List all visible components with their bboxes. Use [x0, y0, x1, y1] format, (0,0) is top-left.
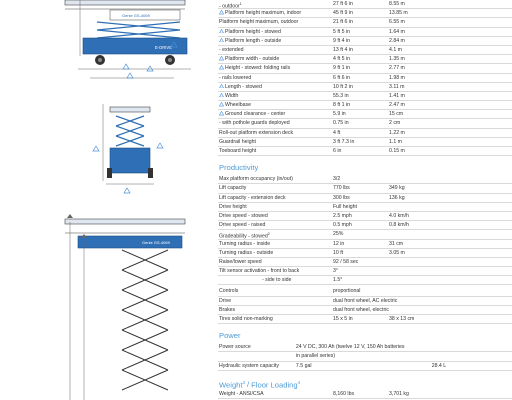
spec-imperial-value: 0.5 mph [333, 222, 352, 229]
spec-metric-value: 1.64 m [389, 28, 405, 35]
spec-label: Toeboard height [219, 148, 257, 154]
spec-row [218, 110, 512, 119]
spec-label: Controls [219, 288, 239, 295]
spec-imperial-value: 24 V DC, 300 Ah (twelve 12 V, 150 Ah batteries [295, 344, 405, 351]
spec-label-cell [218, 184, 331, 192]
spec-imperial-value: 9 ft 4 in [333, 37, 351, 44]
spec-metric-value: 1.1 m [389, 138, 402, 145]
dimension-marker-icon [219, 93, 224, 98]
spec-label: Roll-out platform extension deck [219, 129, 294, 136]
spec-metric-value [387, 258, 509, 266]
spec-imperial-value: 8 ft 1 in [333, 102, 351, 109]
spec-label-cell [218, 221, 331, 229]
spec-label: Hydraulic system capacity [219, 362, 279, 369]
spec-label: Lift capacity [219, 185, 247, 192]
spec-label-cell [218, 101, 331, 109]
spec-row [218, 46, 512, 55]
spec-row [218, 258, 512, 267]
spec-label: - outdoor [219, 3, 240, 9]
spec-label: Lift capacity - extension deck [219, 194, 286, 201]
spec-metric-value: 136 kg [389, 194, 405, 201]
spec-metric-value: 4.1 m [389, 46, 402, 53]
spec-label: Platform length - outside [225, 37, 282, 44]
spec-label-cell [218, 343, 294, 351]
spec-label: Platform width - outside [225, 56, 280, 63]
spec-row [218, 352, 512, 361]
spec-label: Tilt sensor activation - front to back [219, 268, 300, 275]
spec-label: Wheelbase [225, 102, 251, 109]
spec-label: Drive [219, 297, 232, 304]
spec-imperial-value: 770 lbs [333, 185, 350, 192]
spec-metric-value: 349 kg [389, 185, 405, 192]
spec-imperial-value: 0.75 in [333, 120, 349, 127]
spec-imperial-value: 300 lbs [333, 194, 350, 201]
spec-metric-value: 0.8 km/h [389, 222, 409, 229]
spec-metric-value: 2.84 m [389, 37, 405, 44]
spec-row [218, 129, 512, 138]
spec-label: - with pothole guards deployed [219, 120, 290, 127]
side-view-drawing [65, 0, 191, 78]
spec-row [218, 221, 512, 230]
spec-imperial-value: dual front wheel, AC electric [333, 297, 398, 304]
spec-metric-value: 1.22 m [389, 129, 405, 136]
spec-row [218, 203, 512, 212]
spec-row [218, 9, 512, 18]
spec-row [218, 315, 512, 324]
spec-metric-value [387, 230, 509, 238]
spec-label: Drive speed - stowed [219, 212, 268, 219]
spec-label-cell [218, 55, 331, 63]
spec-metric-value: 38 x 13 cm [389, 316, 415, 322]
spec-metric-value: 13.85 m [389, 10, 408, 17]
spec-metric-value [387, 175, 509, 183]
spec-imperial-value: 6 in [333, 148, 342, 154]
spec-label-cell [218, 194, 331, 202]
weight-heading: Weight$^3$ / Floor Loading$^4$ [219, 379, 301, 390]
machine-drawings [50, 0, 200, 400]
spec-metric-value [387, 276, 509, 284]
spec-metric-value: 1.41 m [389, 92, 405, 99]
spec-imperial-value: 10 ft [333, 249, 344, 256]
spec-metric-value: 8.55 m [389, 1, 405, 7]
power-table [218, 343, 512, 371]
spec-label-cell [218, 276, 331, 284]
spec-imperial-value: 6 ft 6 in [333, 74, 351, 81]
spec-row [218, 276, 512, 285]
dimension-marker-icon [219, 38, 224, 43]
power-heading: Power [219, 331, 241, 341]
spec-imperial-value: 4 ft 5 in [333, 56, 351, 63]
spec-label: Platform height - stowed [225, 28, 281, 35]
spec-label-cell [218, 9, 331, 17]
spec-label-cell [218, 28, 331, 36]
spec-metric-value: 28.4 L [431, 362, 447, 369]
footnote-ref: 1 [239, 2, 242, 6]
spec-label: Brakes [219, 306, 236, 313]
spec-metric-value: 4.0 km/h [389, 212, 409, 219]
spec-imperial-value: 3° [333, 268, 338, 275]
spec-label-cell [218, 212, 331, 220]
front-view-drawing [93, 104, 163, 193]
spec-imperial-value: 7.5 gal [295, 362, 312, 369]
spec-label: Gradeability - stowed [219, 234, 268, 239]
spec-metric-value: 3.11 m [389, 83, 405, 90]
raised-view-drawing [65, 214, 185, 400]
spec-label: Power source [219, 344, 251, 351]
spec-metric-value: 2.47 m [389, 102, 405, 109]
dimensions-table [218, 0, 512, 156]
spec-imperial-value: 5.9 in [333, 111, 346, 118]
spec-label-cell [218, 315, 331, 323]
spec-label-cell [218, 203, 331, 211]
spec-label: Max platform occupancy (in/out) [219, 176, 293, 183]
spec-metric-value: 0.15 m [389, 148, 405, 154]
spec-imperial-value: in parallel series) [295, 353, 336, 360]
svg-text:Genie GS-4069: Genie GS-4069 [142, 240, 170, 245]
spec-label-cell [218, 287, 331, 295]
spec-label: Drive height [219, 203, 247, 210]
dimension-marker-icon [219, 84, 224, 89]
spec-imperial-value: proportional [333, 288, 361, 295]
spec-label-cell [218, 175, 331, 183]
spec-label: Platform height maximum, indoor [225, 10, 302, 17]
spec-label: Height - stowed: folding rails [225, 65, 291, 72]
spec-row [218, 362, 512, 371]
spec-metric-value: 2 cm [389, 120, 401, 127]
spec-label: Turning radius - inside [219, 240, 271, 247]
spec-label-cell [218, 64, 331, 72]
spec-row [218, 18, 512, 27]
spec-label: Raise/lower speed [219, 258, 262, 265]
spec-row [218, 267, 512, 276]
spec-imperial-value: 55.3 in [333, 92, 349, 99]
spec-label: Guardrail height [219, 138, 256, 145]
spec-label: Width [225, 92, 239, 99]
spec-row [218, 343, 512, 352]
spec-imperial-value: 21 ft 6 in [333, 19, 353, 26]
spec-row [218, 390, 512, 399]
spec-row [218, 0, 512, 9]
spec-label-cell [218, 0, 331, 8]
spec-row [218, 147, 512, 156]
spec-metric-value: 3,701 kg [389, 390, 409, 397]
spec-imperial-value: 3 ft 7.3 in [333, 138, 355, 145]
spec-metric-value: 6.55 m [389, 19, 405, 26]
spec-label: Tires solid non-marking [219, 316, 273, 322]
spec-label-cell [218, 230, 331, 238]
svg-text:Genie GS-4069: Genie GS-4069 [122, 13, 150, 18]
spec-label-cell [218, 46, 331, 54]
spec-label-cell [218, 138, 331, 146]
drive-controls-table [218, 287, 512, 324]
spec-label-cell [218, 352, 294, 360]
spec-row [218, 55, 512, 64]
spec-metric-value [430, 352, 512, 360]
spec-label-cell [218, 129, 331, 137]
spec-imperial-value: 13 ft 4 in [333, 46, 353, 53]
productivity-table [218, 175, 512, 285]
spec-row [218, 119, 512, 128]
dimension-marker-icon [219, 102, 224, 107]
svg-text:E-DRIVE: E-DRIVE [155, 45, 172, 50]
spec-imperial-value: 12 in [333, 240, 345, 247]
spec-label-cell [218, 362, 294, 370]
spec-metric-value [387, 287, 509, 295]
spec-label: Length - stowed [225, 83, 262, 90]
spec-label-cell [218, 390, 331, 398]
spec-metric-value [387, 267, 509, 275]
dimension-marker-icon [219, 56, 224, 61]
spec-label-cell [218, 267, 331, 275]
spec-label-cell [218, 92, 331, 100]
spec-row [218, 138, 512, 147]
dimension-marker-icon [219, 65, 224, 70]
spec-sheet [218, 0, 512, 399]
spec-label: Turning radius - outside [219, 249, 274, 256]
spec-label-cell [218, 306, 331, 314]
spec-row [218, 28, 512, 37]
spec-row [218, 184, 512, 193]
productivity-heading: Productivity [219, 163, 259, 173]
spec-label: Platform height maximum, outdoor [219, 19, 299, 26]
spec-imperial-value: 3/2 [333, 176, 341, 183]
spec-label: - rails lowered [219, 74, 252, 81]
spec-label-cell [218, 297, 331, 305]
spec-row [218, 101, 512, 110]
spec-metric-value: 2.77 m [389, 65, 405, 72]
spec-metric-value: 1.35 m [389, 56, 405, 63]
spec-imperial-value: dual front wheel, electric [333, 306, 389, 313]
spec-row [218, 287, 512, 296]
spec-row [218, 37, 512, 46]
spec-imperial-value: 1.5° [333, 277, 343, 284]
footnote-ref: 2 [267, 232, 270, 237]
spec-metric-value: 3.05 m [389, 249, 405, 256]
dimension-marker-icon [219, 29, 224, 34]
spec-metric-value [387, 306, 509, 314]
spec-label-cell [218, 249, 331, 257]
spec-metric-value: 31 cm [389, 240, 404, 247]
spec-label: Weight - ANSI/CSA [219, 390, 264, 397]
spec-row [218, 64, 512, 73]
spec-imperial-value: 4 ft [333, 129, 341, 136]
spec-label-cell [218, 147, 331, 155]
spec-label-cell [218, 110, 331, 118]
spec-label: Drive speed - raised [219, 222, 266, 229]
spec-label-cell [218, 83, 331, 91]
spec-row [218, 230, 512, 239]
spec-imperial-value: 92 / 58 sec [333, 258, 359, 265]
spec-imperial-value: 2.5 mph [333, 212, 352, 219]
weight-table [218, 390, 512, 399]
spec-row [218, 175, 512, 184]
spec-imperial-value: 8,160 lbs [333, 390, 355, 397]
spec-metric-value [430, 343, 512, 351]
spec-label-cell [218, 18, 331, 26]
spec-label-cell [218, 119, 331, 127]
spec-imperial-value: 9 ft 1 in [333, 65, 351, 72]
spec-imperial-value: 15 x 5 in [333, 316, 353, 322]
spec-imperial-value: 27 ft 6 in [333, 1, 353, 7]
machine-illustrations [50, 0, 200, 400]
spec-label: - side to side [262, 277, 292, 284]
spec-label-cell [218, 37, 331, 45]
spec-label: Ground clearance - center [225, 111, 286, 118]
spec-row [218, 92, 512, 101]
spec-imperial-value: 5 ft 5 in [333, 28, 351, 35]
spec-row [218, 74, 512, 83]
spec-label-cell [218, 240, 331, 248]
dimension-marker-icon [219, 111, 224, 116]
spec-row [218, 212, 512, 221]
spec-row [218, 194, 512, 203]
spec-label-cell [218, 74, 331, 82]
spec-row [218, 297, 512, 306]
dimension-marker-icon [219, 10, 224, 15]
spec-imperial-value: 10 ft 2 in [333, 83, 353, 90]
spec-row [218, 249, 512, 258]
spec-imperial-value: Full height [333, 203, 357, 210]
spec-imperial-value: 25% [333, 231, 344, 238]
spec-row [218, 306, 512, 315]
spec-metric-value: 1.98 m [389, 74, 405, 81]
spec-row [218, 240, 512, 249]
spec-imperial-value: 45 ft 9 in [333, 10, 353, 17]
spec-metric-value [387, 297, 509, 305]
spec-label-cell [218, 258, 331, 266]
spec-label: - extended [219, 46, 244, 53]
spec-row [218, 83, 512, 92]
spec-metric-value [387, 203, 509, 211]
spec-metric-value: 15 cm [389, 111, 404, 118]
